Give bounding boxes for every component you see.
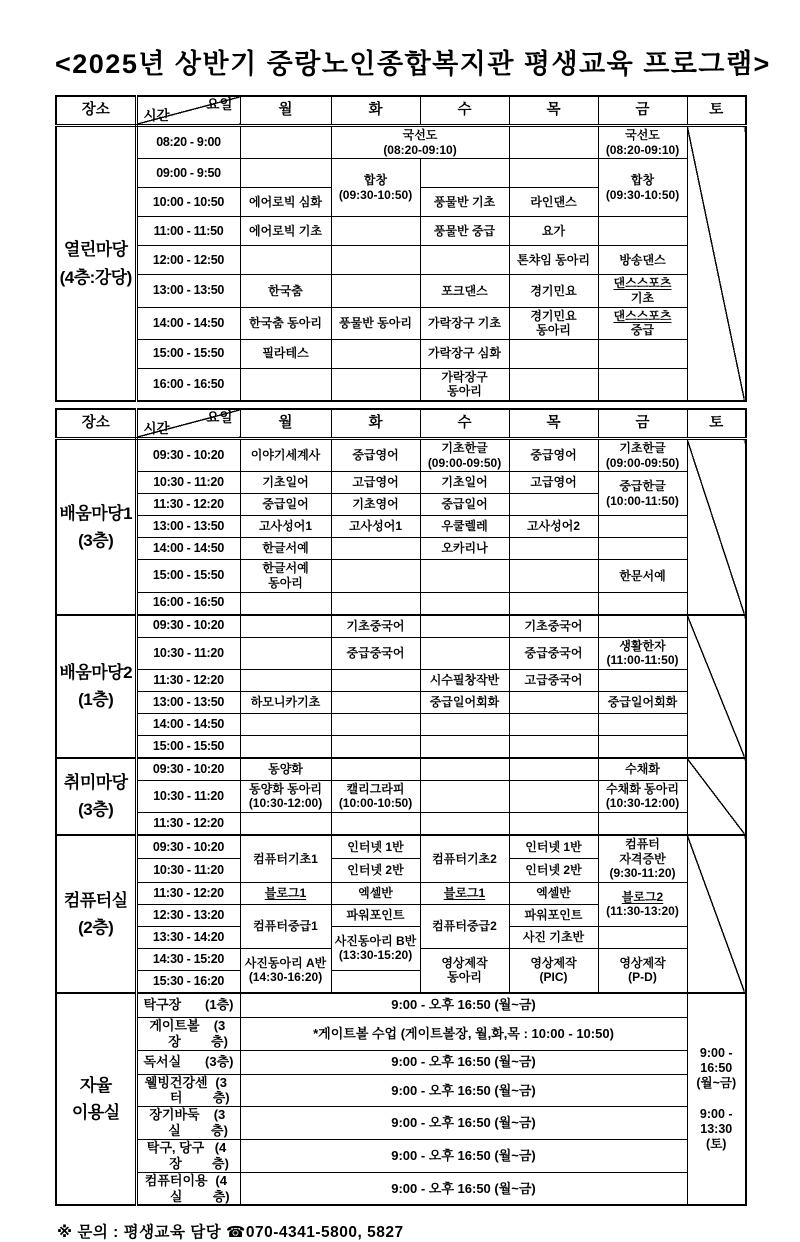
schedule-cell: 중급일어회화 (420, 691, 509, 713)
schedule-row (56, 882, 746, 904)
schedule-row (56, 339, 746, 368)
schedule-cell: 중급일어 (420, 494, 509, 516)
schedule-cell: 인터넷 1반 (331, 835, 420, 859)
schedule-cell (331, 246, 420, 275)
schedule-cell: 영상제작 (PIC) (509, 948, 598, 993)
schedule-cell (509, 368, 598, 401)
schedule-row (56, 669, 746, 691)
schedule-cell: 댄스스포츠 중급 (598, 307, 687, 339)
schedule-cell: 엑셀반 (509, 882, 598, 904)
schedule-cell (420, 713, 509, 735)
schedule-cell: 영상제작 동아리 (420, 948, 509, 993)
schedule-cell: 컴퓨터 자격증반 (9:30-11:20) (598, 835, 687, 882)
header-row (56, 409, 746, 439)
free-use-row (56, 1172, 746, 1205)
schedule-cell (331, 735, 420, 758)
header-time-day-diagonal (136, 409, 240, 439)
schedule-cell (420, 758, 509, 781)
time-cell: 13:30 - 14:20 (136, 926, 240, 948)
header-day-금: 금 (598, 409, 687, 439)
schedule-row (56, 126, 746, 159)
schedule-cell: 인터넷 2반 (509, 859, 598, 882)
schedule-cell (509, 159, 598, 188)
schedule-cell (598, 713, 687, 735)
room-cell (136, 1050, 240, 1074)
schedule-row (56, 835, 746, 859)
time-cell: 10:30 - 11:20 (136, 780, 240, 812)
time-cell: 16:00 - 16:50 (136, 368, 240, 401)
schedule-row (56, 758, 746, 781)
schedule-cell (240, 246, 331, 275)
schedule-row (56, 217, 746, 246)
schedule-cell (331, 813, 420, 836)
schedule-cell: 블로그1 (420, 882, 509, 904)
place-label: 취미마당 (3층) (56, 758, 136, 835)
schedule-cell: 사진동아리 A반 (14:30-16:20) (240, 948, 331, 993)
schedule-cell: 포크댄스 (420, 275, 509, 307)
schedule-cell: 기초일어 (240, 472, 331, 494)
schedule-cell: 고사성어1 (331, 516, 420, 538)
room-cell (136, 993, 240, 1018)
free-use-row (56, 993, 746, 1018)
room-cell (136, 1107, 240, 1140)
place-label: 배움마당1 (3층) (56, 439, 136, 615)
time-cell: 10:30 - 11:20 (136, 859, 240, 882)
schedule-row (56, 246, 746, 275)
schedule-cell: 방송댄스 (598, 246, 687, 275)
room-floor: (1층) (205, 997, 234, 1013)
time-cell: 12:00 - 12:50 (136, 246, 240, 275)
schedule-cell (240, 637, 331, 669)
saturday-diagonal-cell (687, 126, 746, 402)
schedule-cell: 가락장구 기초 (420, 307, 509, 339)
schedule-row (56, 159, 746, 188)
table2-header (56, 409, 746, 439)
time-cell: 14:30 - 15:20 (136, 948, 240, 970)
schedule-cell (420, 780, 509, 812)
schedule-row (56, 560, 746, 592)
schedule-cell (598, 813, 687, 836)
schedule-cell: 컴퓨터중급1 (240, 904, 331, 948)
schedule-cell: 수채화 (598, 758, 687, 781)
header-day-월: 월 (240, 409, 331, 439)
schedule-row (56, 439, 746, 472)
room-hours-cell: 9:00 - 오후 16:50 (월~금) (240, 1140, 687, 1173)
schedule-cell (420, 560, 509, 592)
schedule-cell: 시수필창작반 (420, 669, 509, 691)
header-day-금: 금 (598, 96, 687, 126)
schedule-cell (598, 339, 687, 368)
schedule-cell: 기초일어 (420, 472, 509, 494)
schedule-row (56, 780, 746, 812)
schedule-cell (331, 713, 420, 735)
contact-footer: ※ 문의 : 평생교육 담당 ☎070-4341-5800, 5827 (57, 1224, 404, 1242)
schedule-table-open-madang (55, 95, 747, 402)
schedule-cell (420, 735, 509, 758)
schedule-cell: 고사성어2 (509, 516, 598, 538)
schedule-cell (509, 592, 598, 615)
free-use-row (56, 1017, 746, 1050)
schedule-cell (598, 516, 687, 538)
schedule-cell: 중급중국어 (331, 637, 420, 669)
header-day-화: 화 (331, 409, 420, 439)
room-name: 웰빙건강센터 (144, 1074, 208, 1106)
schedule-cell: 생활한자 (11:00-11:50) (598, 637, 687, 669)
time-cell: 13:00 - 13:50 (136, 691, 240, 713)
page-title: <2025년 상반기 중랑노인종합복지관 평생교육 프로그램> (55, 49, 771, 79)
header-place: 장소 (56, 96, 136, 126)
schedule-row (56, 516, 746, 538)
room-name: 탁구장 (143, 997, 182, 1013)
schedule-cell (509, 339, 598, 368)
table1-body (56, 126, 746, 402)
schedule-cell: 중급일어 (240, 494, 331, 516)
time-cell: 09:00 - 9:50 (136, 159, 240, 188)
schedule-cell (240, 813, 331, 836)
schedule-row (56, 368, 746, 401)
header-time-label: 시간 (143, 107, 170, 123)
schedule-cell: 동양화 동아리 (10:30-12:00) (240, 780, 331, 812)
schedule-cell: 수채화 동아리 (10:30-12:00) (598, 780, 687, 812)
schedule-cell (240, 126, 331, 159)
schedule-cell: 한국춤 동아리 (240, 307, 331, 339)
schedule-cell (509, 780, 598, 812)
time-cell: 15:00 - 15:50 (136, 735, 240, 758)
schedule-cell: 컴퓨터기초1 (240, 835, 331, 882)
room-hours-cell: *게이트볼 수업 (게이트볼장, 월,화,목 : 10:00 - 10:50) (240, 1017, 687, 1050)
saturday-diagonal-cell (687, 615, 746, 758)
schedule-row (56, 275, 746, 307)
saturday-diagonal-cell (687, 439, 746, 615)
weekday-saturday-hours-cell: 9:00 - 16:50 (월~금) 9:00 - 13:30 (토) (687, 993, 746, 1206)
schedule-cell (331, 970, 420, 993)
schedule-cell (331, 275, 420, 307)
free-use-row (56, 1107, 746, 1140)
schedule-row (56, 926, 746, 948)
schedule-cell: 톤챠임 동아리 (509, 246, 598, 275)
place-label: 컴퓨터실 (2층) (56, 835, 136, 993)
schedule-cell: 컴퓨터중급2 (420, 904, 509, 948)
schedule-cell: 한글서예 동아리 (240, 560, 331, 592)
schedule-cell (331, 691, 420, 713)
schedule-cell: 가락장구 동아리 (420, 368, 509, 401)
schedule-cell: 에어로빅 기초 (240, 217, 331, 246)
time-cell: 14:00 - 14:50 (136, 713, 240, 735)
schedule-cell (598, 735, 687, 758)
schedule-cell: 필라테스 (240, 339, 331, 368)
schedule-cell: 기초중국어 (509, 615, 598, 638)
schedule-cell: 기초한글 (09:00-09:50) (420, 439, 509, 472)
schedule-cell: 우쿨렐레 (420, 516, 509, 538)
schedule-cell (240, 615, 331, 638)
schedule-cell: 동양화 (240, 758, 331, 781)
schedule-cell: 한글서예 (240, 538, 331, 560)
schedule-row (56, 615, 746, 638)
room-floor: (3층) (212, 1074, 230, 1106)
schedule-row (56, 637, 746, 669)
schedule-cell: 경기민요 (509, 275, 598, 307)
time-cell: 10:00 - 10:50 (136, 188, 240, 217)
room-floor: (3층) (211, 1017, 228, 1049)
room-hours-cell: 9:00 - 오후 16:50 (월~금) (240, 1074, 687, 1107)
time-cell: 16:00 - 16:50 (136, 592, 240, 615)
header-day-목: 목 (509, 409, 598, 439)
table1-header (56, 96, 746, 126)
schedule-cell (331, 560, 420, 592)
free-use-row (56, 1050, 746, 1074)
time-cell: 08:20 - 9:00 (136, 126, 240, 159)
schedule-cell (240, 592, 331, 615)
schedule-cell (420, 637, 509, 669)
place-label: 배움마당2 (1층) (56, 615, 136, 758)
schedule-cell (331, 538, 420, 560)
schedule-cell (598, 669, 687, 691)
schedule-cell: 합창 (09:30-10:50) (598, 159, 687, 217)
schedule-row (56, 735, 746, 758)
schedule-cell: 엑셀반 (331, 882, 420, 904)
time-cell: 11:30 - 12:20 (136, 494, 240, 516)
time-cell: 14:00 - 14:50 (136, 538, 240, 560)
schedule-cell (240, 735, 331, 758)
schedule-cell: 중급중국어 (509, 637, 598, 669)
room-floor: (4층) (212, 1172, 230, 1204)
schedule-row (56, 713, 746, 735)
schedule-cell: 풍물반 기초 (420, 188, 509, 217)
schedule-cell (331, 217, 420, 246)
time-cell: 09:30 - 10:20 (136, 835, 240, 859)
schedule-cell: 사진 기초반 (509, 926, 598, 948)
room-name: 컴퓨터이용실 (144, 1172, 208, 1204)
schedule-cell: 기초중국어 (331, 615, 420, 638)
room-cell (136, 1140, 240, 1173)
time-cell: 10:30 - 11:20 (136, 637, 240, 669)
schedule-cell (509, 713, 598, 735)
schedule-cell: 컴퓨터기초2 (420, 835, 509, 882)
schedule-cell: 중급한글 (10:00-11:50) (598, 472, 687, 516)
header-day-토: 토 (687, 96, 746, 126)
time-cell: 10:30 - 11:20 (136, 472, 240, 494)
time-cell: 15:00 - 15:50 (136, 560, 240, 592)
schedule-cell (509, 691, 598, 713)
schedule-cell (420, 813, 509, 836)
schedule-cell (598, 592, 687, 615)
schedule-row (56, 472, 746, 494)
header-day-label: 요일 (206, 97, 233, 112)
schedule-cell (331, 339, 420, 368)
schedule-cell: 에어로빅 심화 (240, 188, 331, 217)
schedule-cell: 경기민요 동아리 (509, 307, 598, 339)
schedule-cell (598, 926, 687, 948)
time-cell: 13:00 - 13:50 (136, 275, 240, 307)
schedule-cell: 요가 (509, 217, 598, 246)
schedule-cell: 라인댄스 (509, 188, 598, 217)
schedule-cell (420, 159, 509, 188)
schedule-cell: 파워포인트 (509, 904, 598, 926)
free-use-row (56, 1074, 746, 1107)
room-hours-cell: 9:00 - 오후 16:50 (월~금) (240, 993, 687, 1018)
header-day-수: 수 (420, 96, 509, 126)
schedule-cell: 고급영어 (331, 472, 420, 494)
schedule-cell (598, 368, 687, 401)
schedule-cell (598, 538, 687, 560)
header-day-화: 화 (331, 96, 420, 126)
schedule-cell (509, 758, 598, 781)
schedule-row (56, 592, 746, 615)
room-cell (136, 1172, 240, 1205)
schedule-cell: 파워포인트 (331, 904, 420, 926)
schedule-cell (509, 126, 598, 159)
header-time-day-diagonal (136, 96, 240, 126)
schedule-cell (240, 159, 331, 188)
room-floor: (3층) (205, 1054, 234, 1070)
table2-body (56, 439, 746, 1206)
schedule-cell: 한국춤 (240, 275, 331, 307)
schedule-cell: 중급영어 (331, 439, 420, 472)
time-cell: 14:00 - 14:50 (136, 307, 240, 339)
time-cell: 11:30 - 12:20 (136, 669, 240, 691)
time-cell: 11:30 - 12:20 (136, 813, 240, 836)
header-time-label: 시간 (143, 420, 170, 436)
schedule-table-learning-rooms (55, 408, 747, 1206)
schedule-row (56, 691, 746, 713)
saturday-diagonal-cell (687, 758, 746, 835)
schedule-cell (420, 246, 509, 275)
schedule-cell (420, 615, 509, 638)
room-hours-cell: 9:00 - 오후 16:50 (월~금) (240, 1172, 687, 1205)
schedule-cell: 고급영어 (509, 472, 598, 494)
room-hours-cell: 9:00 - 오후 16:50 (월~금) (240, 1107, 687, 1140)
header-day-토: 토 (687, 409, 746, 439)
schedule-cell: 국선도 (08:20-09:10) (331, 126, 509, 159)
saturday-diagonal-cell (687, 835, 746, 993)
schedule-cell: 영상제작 (P-D) (598, 948, 687, 993)
time-cell: 13:00 - 13:50 (136, 516, 240, 538)
time-cell: 12:30 - 13:20 (136, 904, 240, 926)
schedule-cell (420, 592, 509, 615)
schedule-row (56, 813, 746, 836)
time-cell: 11:00 - 11:50 (136, 217, 240, 246)
header-day-월: 월 (240, 96, 331, 126)
schedule-cell: 사진동아리 B반 (13:30-15:20) (331, 926, 420, 970)
room-floor: (3층) (211, 1107, 228, 1139)
time-cell: 09:30 - 10:20 (136, 758, 240, 781)
schedule-cell: 고급중국어 (509, 669, 598, 691)
room-floor: (4층) (212, 1140, 229, 1171)
schedule-cell: 댄스스포츠 기초 (598, 275, 687, 307)
schedule-cell (598, 615, 687, 638)
header-day-목: 목 (509, 96, 598, 126)
schedule-cell: 중급일어회화 (598, 691, 687, 713)
schedule-cell: 오카리나 (420, 538, 509, 560)
room-name: 탁구, 당구장 (146, 1140, 205, 1171)
schedule-cell: 가락장구 심화 (420, 339, 509, 368)
schedule-cell: 한문서예 (598, 560, 687, 592)
schedule-cell (509, 494, 598, 516)
time-cell: 15:00 - 15:50 (136, 339, 240, 368)
schedule-cell (509, 735, 598, 758)
schedule-cell: 인터넷 2반 (331, 859, 420, 882)
place-label: 자율 이용실 (56, 993, 136, 1206)
time-cell: 15:30 - 16:20 (136, 970, 240, 993)
schedule-row (56, 538, 746, 560)
schedule-cell: 합창 (09:30-10:50) (331, 159, 420, 217)
room-name: 게이트볼장 (149, 1017, 200, 1049)
schedule-cell: 인터넷 1반 (509, 835, 598, 859)
schedule-cell (331, 368, 420, 401)
room-hours-cell: 9:00 - 오후 16:50 (월~금) (240, 1050, 687, 1074)
schedule-cell (509, 538, 598, 560)
free-use-row (56, 1140, 746, 1173)
room-name: 독서실 (143, 1054, 182, 1070)
schedule-cell (331, 669, 420, 691)
header-day-label: 요일 (206, 410, 233, 425)
schedule-cell (598, 217, 687, 246)
schedule-cell: 국선도 (08:20-09:10) (598, 126, 687, 159)
schedule-cell: 풍물반 중급 (420, 217, 509, 246)
schedule-cell (509, 560, 598, 592)
schedule-cell (240, 368, 331, 401)
schedule-cell: 이야기세계사 (240, 439, 331, 472)
schedule-cell (240, 713, 331, 735)
schedule-cell (331, 592, 420, 615)
schedule-cell: 블로그1 (240, 882, 331, 904)
room-name: 장기바둑실 (149, 1107, 200, 1139)
schedule-cell: 기초한글 (09:00-09:50) (598, 439, 687, 472)
schedule-cell (509, 813, 598, 836)
schedule-cell: 하모니카기초 (240, 691, 331, 713)
schedule-cell: 기초영어 (331, 494, 420, 516)
header-row (56, 96, 746, 126)
schedule-cell: 중급영어 (509, 439, 598, 472)
schedule-row (56, 307, 746, 339)
room-cell (136, 1074, 240, 1107)
place-label: 열린마당 (4층:강당) (56, 126, 136, 402)
schedule-cell (240, 669, 331, 691)
schedule-cell: 풍물반 동아리 (331, 307, 420, 339)
room-cell (136, 1017, 240, 1050)
schedule-cell (331, 758, 420, 781)
time-cell: 11:30 - 12:20 (136, 882, 240, 904)
schedule-cell: 고사성어1 (240, 516, 331, 538)
time-cell: 09:30 - 10:20 (136, 439, 240, 472)
time-cell: 09:30 - 10:20 (136, 615, 240, 638)
header-day-수: 수 (420, 409, 509, 439)
header-place: 장소 (56, 409, 136, 439)
schedule-cell: 캘리그라피 (10:00-10:50) (331, 780, 420, 812)
schedule-cell: 블로그2 (11:30-13:20) (598, 882, 687, 926)
